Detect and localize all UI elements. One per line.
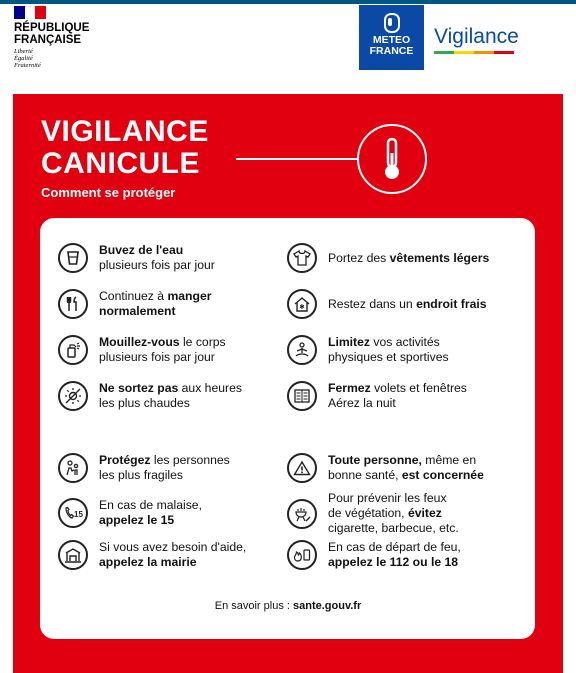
meditation-icon	[287, 335, 317, 365]
advice-text: les plus chaudes	[99, 396, 190, 410]
advice-text-bold: normalement	[99, 304, 176, 318]
advice-text: Si vous avez besoin d'aide,	[99, 540, 247, 554]
motto-liberte: Liberté	[14, 48, 33, 55]
republic-line1: RÉPUBLIQUE	[14, 22, 90, 34]
advice-wet-body	[58, 335, 226, 365]
vigilance-color-bar	[434, 51, 514, 54]
advice-limit-activity	[287, 335, 449, 365]
advice-text: Aérez la nuit	[328, 396, 396, 410]
advice-text: Continuez à	[99, 289, 168, 303]
advice-call-112-18	[287, 540, 461, 570]
advice-drink-water	[58, 243, 215, 273]
top-accent-line	[0, 0, 576, 4]
advice-protect-fragile	[58, 453, 230, 483]
advice-text-bold: Protégez	[99, 453, 151, 467]
advice-text-bold: Limitez	[328, 335, 370, 349]
poster-title	[41, 116, 209, 180]
advice-text: aux heures	[178, 381, 242, 395]
advice-text: Portez des	[328, 250, 390, 265]
advice-text: même en	[421, 453, 477, 467]
svg-text:15: 15	[74, 510, 83, 519]
advice-text-bold: Toute personne,	[328, 453, 422, 467]
town-hall-icon	[58, 540, 88, 570]
vigilance-logo	[434, 26, 519, 54]
advice-text: bonne santé,	[328, 468, 402, 482]
tshirt-icon	[287, 243, 317, 273]
meteo-line2: FRANCE	[369, 45, 414, 57]
motto-fraternite: Fraternité	[14, 62, 41, 69]
title-divider-line	[236, 158, 358, 160]
advice-call-town-hall	[58, 540, 246, 570]
advice-text-bold: Ne sortez pas	[99, 381, 179, 395]
republic-name	[14, 22, 104, 46]
advice-text-bold: Buvez de l'eau	[99, 243, 184, 257]
advice-text: cigarette, barbecue, etc.	[328, 521, 459, 535]
advice-text: les plus fragiles	[99, 468, 183, 482]
advice-card	[40, 218, 535, 639]
advice-text-bold: Fermez	[328, 381, 371, 395]
advice-text: les personnes	[150, 453, 230, 467]
more-info-link[interactable]: sante.gouv.fr	[293, 600, 362, 612]
spray-icon	[58, 335, 88, 365]
phone-15-icon	[58, 498, 88, 528]
advice-eat-normally	[58, 289, 211, 319]
cutlery-icon	[58, 289, 88, 319]
warning-icon	[287, 453, 317, 483]
meteo-france-logo	[359, 5, 424, 70]
advice-light-clothes	[287, 243, 489, 273]
advice-text: En cas de départ de feu,	[328, 540, 461, 554]
advice-text: plusieurs fois par jour	[99, 258, 215, 272]
advice-text-bold: appelez la mairie	[99, 555, 197, 569]
advice-text: de végétation,	[328, 506, 408, 520]
advice-text-bold: vêtements légers	[389, 250, 490, 265]
no-bbq-icon	[287, 499, 317, 529]
advice-text: Restez dans un	[328, 296, 417, 311]
advice-call-15	[58, 498, 202, 528]
republic-line2: FRANÇAISE	[14, 34, 82, 46]
advice-text: volets et fenêtres	[370, 381, 467, 395]
advice-text: vos activités	[369, 335, 440, 349]
house-cool-icon	[287, 289, 317, 319]
advice-text-bold: évitez	[407, 506, 442, 520]
advice-prevent-fires	[287, 491, 459, 536]
advice-text: le corps	[179, 335, 226, 349]
advice-text-bold: Mouillez-vous	[99, 335, 180, 349]
fire-phone-icon	[287, 540, 317, 570]
advice-close-shutters	[287, 381, 467, 411]
title-line2: CANICULE	[41, 147, 200, 180]
advice-text-bold: appelez le 15	[99, 513, 175, 527]
advice-stay-inside	[58, 381, 242, 411]
marianne-flag	[14, 6, 46, 19]
advice-text: plusieurs fois par jour	[99, 350, 215, 364]
care-people-icon	[58, 453, 88, 483]
more-info-prefix: En savoir plus :	[214, 600, 293, 612]
advice-text-bold: appelez le 112 ou le 18	[328, 555, 459, 569]
poster-subtitle: Comment se protéger	[41, 185, 176, 200]
advice-text: En cas de malaise,	[99, 498, 202, 512]
title-line1: VIGILANCE	[41, 115, 209, 148]
advice-everyone-concerned	[287, 453, 484, 483]
advice-text-bold: manger	[167, 289, 212, 303]
advice-text-bold: est concernée	[401, 468, 484, 482]
meteo-france-icon	[384, 13, 400, 33]
meteo-line1: METEO	[372, 34, 411, 46]
advice-text: physiques et sportives	[328, 350, 449, 364]
no-sun-icon	[58, 381, 88, 411]
glass-icon	[58, 243, 88, 273]
republique-francaise-logo	[14, 6, 104, 69]
shutters-icon	[287, 381, 317, 411]
more-info-line	[0, 600, 576, 612]
advice-text: Pour prévenir les feux	[328, 491, 447, 505]
thermometer-icon	[357, 124, 427, 194]
advice-cool-place	[287, 289, 487, 319]
motto	[14, 48, 104, 69]
vigilance-logo-text: Vigilance	[434, 25, 519, 48]
advice-text-bold: endroit frais	[416, 296, 487, 311]
motto-egalite: Égalité	[14, 55, 33, 62]
